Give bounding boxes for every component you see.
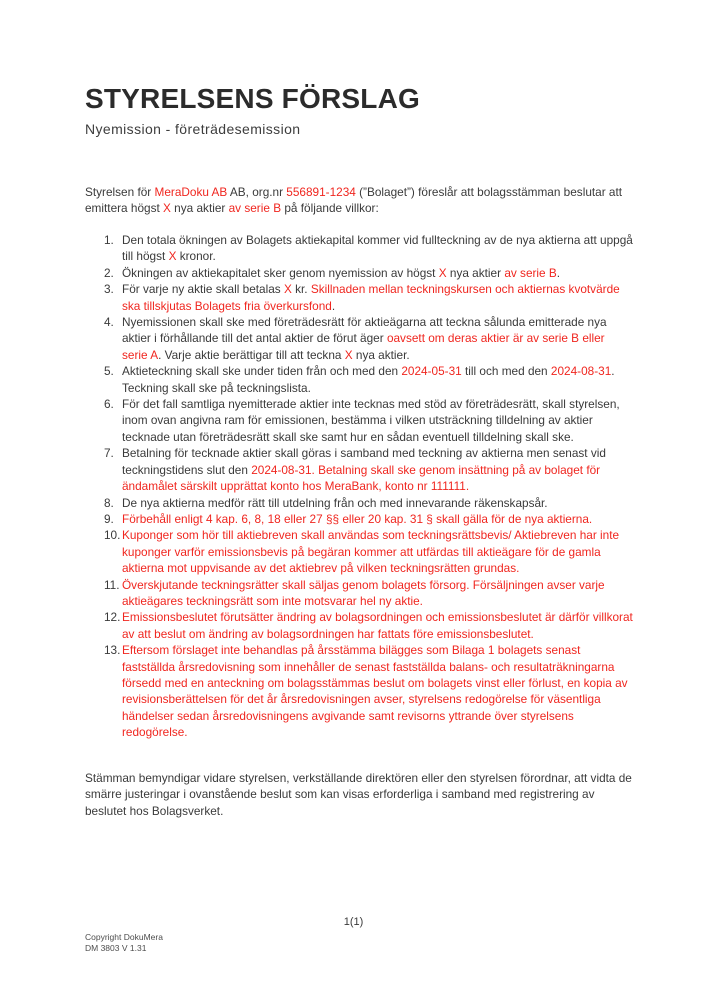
list-item-text bbox=[122, 577, 633, 610]
text-segment: Stämman bemyndigar vidare styrelsen, verkställande direktören eller den styrelsen förordnar, att vidta de smärre justeringar i ovanstående beslut som kan visas erforderliga i samband med registrering av beslutet hos Bolagsverket. bbox=[85, 771, 632, 818]
text-segment: X bbox=[163, 201, 171, 216]
list-item-text bbox=[122, 527, 633, 576]
text-segment: nya aktier bbox=[170, 201, 229, 216]
text-segment: till och med den bbox=[461, 364, 551, 379]
list-item-text bbox=[122, 265, 633, 281]
text-segment: av serie B bbox=[228, 201, 282, 216]
intro-paragraph bbox=[85, 184, 633, 217]
list-item bbox=[85, 609, 633, 642]
doc-version-line: DM 3803 V 1.31 bbox=[85, 942, 147, 953]
text-segment: Överskjutande teckningsrätter skall säljas genom bolagets försorg. Försäljningen avser varje aktieägares teckningsrätt som inte motsvarar hel ny aktie. bbox=[122, 577, 605, 608]
list-item-number: 6. bbox=[104, 397, 114, 412]
text-segment: . Teckning skall ske på teckningslista. bbox=[122, 364, 615, 395]
text-segment: . Varje aktie berättigar till att teckna bbox=[158, 347, 345, 362]
list-item-number: 9. bbox=[104, 511, 114, 526]
text-segment: För det fall samtliga nyemitterade aktier inte tecknas med stöd av företrädesrätt, skall styrelsen, inom ovan angivna ram för emissionen, bestämma i vilken utsträckning tilldelning av aktier tecknade utan företrädesrätt skall ske samt hur en sådan eventuell tilldelning skall ske. bbox=[122, 397, 620, 444]
list-item bbox=[85, 232, 633, 265]
list-item bbox=[85, 314, 633, 363]
copyright-line: Copyright DokuMera bbox=[85, 932, 163, 942]
text-segment: nya aktier bbox=[446, 265, 505, 280]
list-item-text bbox=[122, 495, 633, 511]
text-segment: För varje ny aktie skall betalas bbox=[122, 282, 284, 297]
list-item-text bbox=[122, 314, 633, 363]
list-item-text bbox=[122, 281, 633, 314]
list-item-number: 13. bbox=[104, 643, 121, 658]
text-segment: 2024-05-31 bbox=[401, 364, 462, 379]
text-segment: Ökningen av aktiekapitalet sker genom nyemission av högst bbox=[122, 265, 439, 280]
list-item-number: 2. bbox=[104, 265, 114, 280]
text-segment: Betalning för tecknade aktier skall göras i samband med teckning av aktierna men senast vid teckningstidens slut den bbox=[122, 446, 606, 477]
text-segment: på följande villkor: bbox=[281, 201, 379, 216]
list-item-text bbox=[122, 511, 633, 527]
text-segment: Emissionsbeslutet förutsätter ändring av bolagsordningen och emissionsbeslutet är därför villkorat av att beslut om ändring av bolagsordningen har fattats före emissionsbeslutet. bbox=[122, 610, 633, 641]
text-segment: . bbox=[331, 298, 336, 313]
list-item bbox=[85, 642, 633, 740]
list-item bbox=[85, 527, 633, 576]
list-item-number: 7. bbox=[104, 446, 114, 461]
text-segment: X bbox=[438, 265, 447, 280]
text-segment: (”Bolaget”) föreslår att bolagsstämman beslutar att emittera högst bbox=[85, 185, 623, 216]
closing-paragraph bbox=[85, 770, 633, 819]
text-segment: . bbox=[556, 265, 561, 280]
list-item-text bbox=[122, 232, 633, 265]
text-segment: X bbox=[283, 282, 292, 297]
text-segment: Aktieteckning skall ske under tiden från och med den bbox=[122, 364, 402, 379]
list-item-number: 1. bbox=[104, 233, 114, 247]
list-item-text bbox=[122, 642, 633, 740]
list-item-number: 11. bbox=[104, 577, 120, 592]
text-segment: oavsett om deras aktier är av serie B eller serie A bbox=[122, 331, 605, 362]
text-segment: 2024-08-31. Betalning skall ske genom insättning på av bolaget för ändamålet särskilt upprättat konto hos MeraBank, konto nr 111111. bbox=[122, 462, 601, 494]
list-item bbox=[85, 577, 633, 610]
document-subtitle: Nyemission - företrädesemission bbox=[85, 121, 301, 137]
list-item-text bbox=[122, 363, 633, 396]
text-segment: X bbox=[168, 249, 177, 264]
list-item bbox=[85, 495, 633, 511]
list-item-text bbox=[122, 609, 633, 642]
page-number: 1(1) bbox=[343, 916, 364, 928]
list-item-number: 3. bbox=[104, 282, 114, 297]
text-segment: MeraDoku AB bbox=[154, 185, 228, 199]
list-item-number: 10. bbox=[104, 528, 121, 543]
list-item-text bbox=[122, 396, 633, 445]
list-item-number: 4. bbox=[104, 315, 114, 330]
list-item-number: 12. bbox=[104, 610, 121, 625]
list-item bbox=[85, 265, 633, 281]
list-item bbox=[85, 511, 633, 527]
text-segment: Kuponger som hör till aktiebreven skall användas som teckningsrättsbevis/ Aktiebreven har inte kuponger varför emissionsbevis på begäran kommer att utfärdas till aktieägare för de gamla aktierna mot uppvisande av det aktiebrev på vilken teckningsrätten grundas. bbox=[122, 528, 620, 576]
text-segment: Skillnaden mellan teckningskursen och aktiernas kvotvärde ska tillskjutas Bolagets fria överkursfond bbox=[122, 282, 620, 313]
list-item-number: 8. bbox=[104, 495, 114, 510]
text-segment: Nyemissionen skall ske med företrädesrätt för aktieägarna att teckna sålunda emitterade nya aktier i förhållande till det antal aktier de förut äger bbox=[122, 315, 607, 346]
text-segment: Den totala ökningen av Bolagets aktiekapital kommer vid fullteckning av de nya aktierna att uppgå till högst bbox=[122, 233, 633, 264]
list-item bbox=[85, 445, 633, 494]
list-item-text bbox=[122, 445, 633, 494]
text-segment: AB, org.nr bbox=[227, 185, 287, 199]
text-segment: Eftersom förslaget inte behandlas på årsstämma bilägges som Bilaga 1 bolagets senast fastställda årsredovisning som innehåller de senast fastställda balans- och resultaträkningarna försedd med en anteckning om bolagsstämmas beslut om bolagets vinst eller förlust, en kopia av revisionsberättelsen för det år årsredovisningen avser, styrelsens redogörelse för väsentliga händelser sedan årsredovisningens avgivande samt revisorns yttrande över styrelsens redogörelse. bbox=[122, 643, 628, 740]
text-segment: Förbehåll enligt 4 kap. 6, 8, 18 eller 27 §§ eller 20 kap. 31 § skall gälla för de nya aktierna. bbox=[122, 511, 593, 526]
page-title: STYRELSENS FÖRSLAG bbox=[85, 83, 420, 114]
text-segment: 2024-08-31 bbox=[550, 364, 612, 379]
list-item bbox=[85, 396, 633, 445]
list-item bbox=[85, 363, 633, 396]
text-segment: kr. bbox=[291, 282, 311, 297]
text-segment: av serie B bbox=[504, 265, 557, 280]
text-segment: De nya aktierna medför rätt till utdelning från och med innevarande räkenskapsår. bbox=[122, 495, 548, 510]
text-segment: nya aktier. bbox=[352, 347, 410, 362]
text-segment: kronor. bbox=[176, 249, 216, 264]
terms-list bbox=[85, 232, 633, 741]
footer-copyright-block bbox=[85, 932, 163, 953]
text-segment: X bbox=[344, 347, 353, 362]
text-segment: Styrelsen för bbox=[85, 185, 155, 199]
list-item-number: 5. bbox=[104, 364, 114, 379]
list-item bbox=[85, 281, 633, 314]
text-segment: 556891-1234 bbox=[286, 185, 356, 199]
